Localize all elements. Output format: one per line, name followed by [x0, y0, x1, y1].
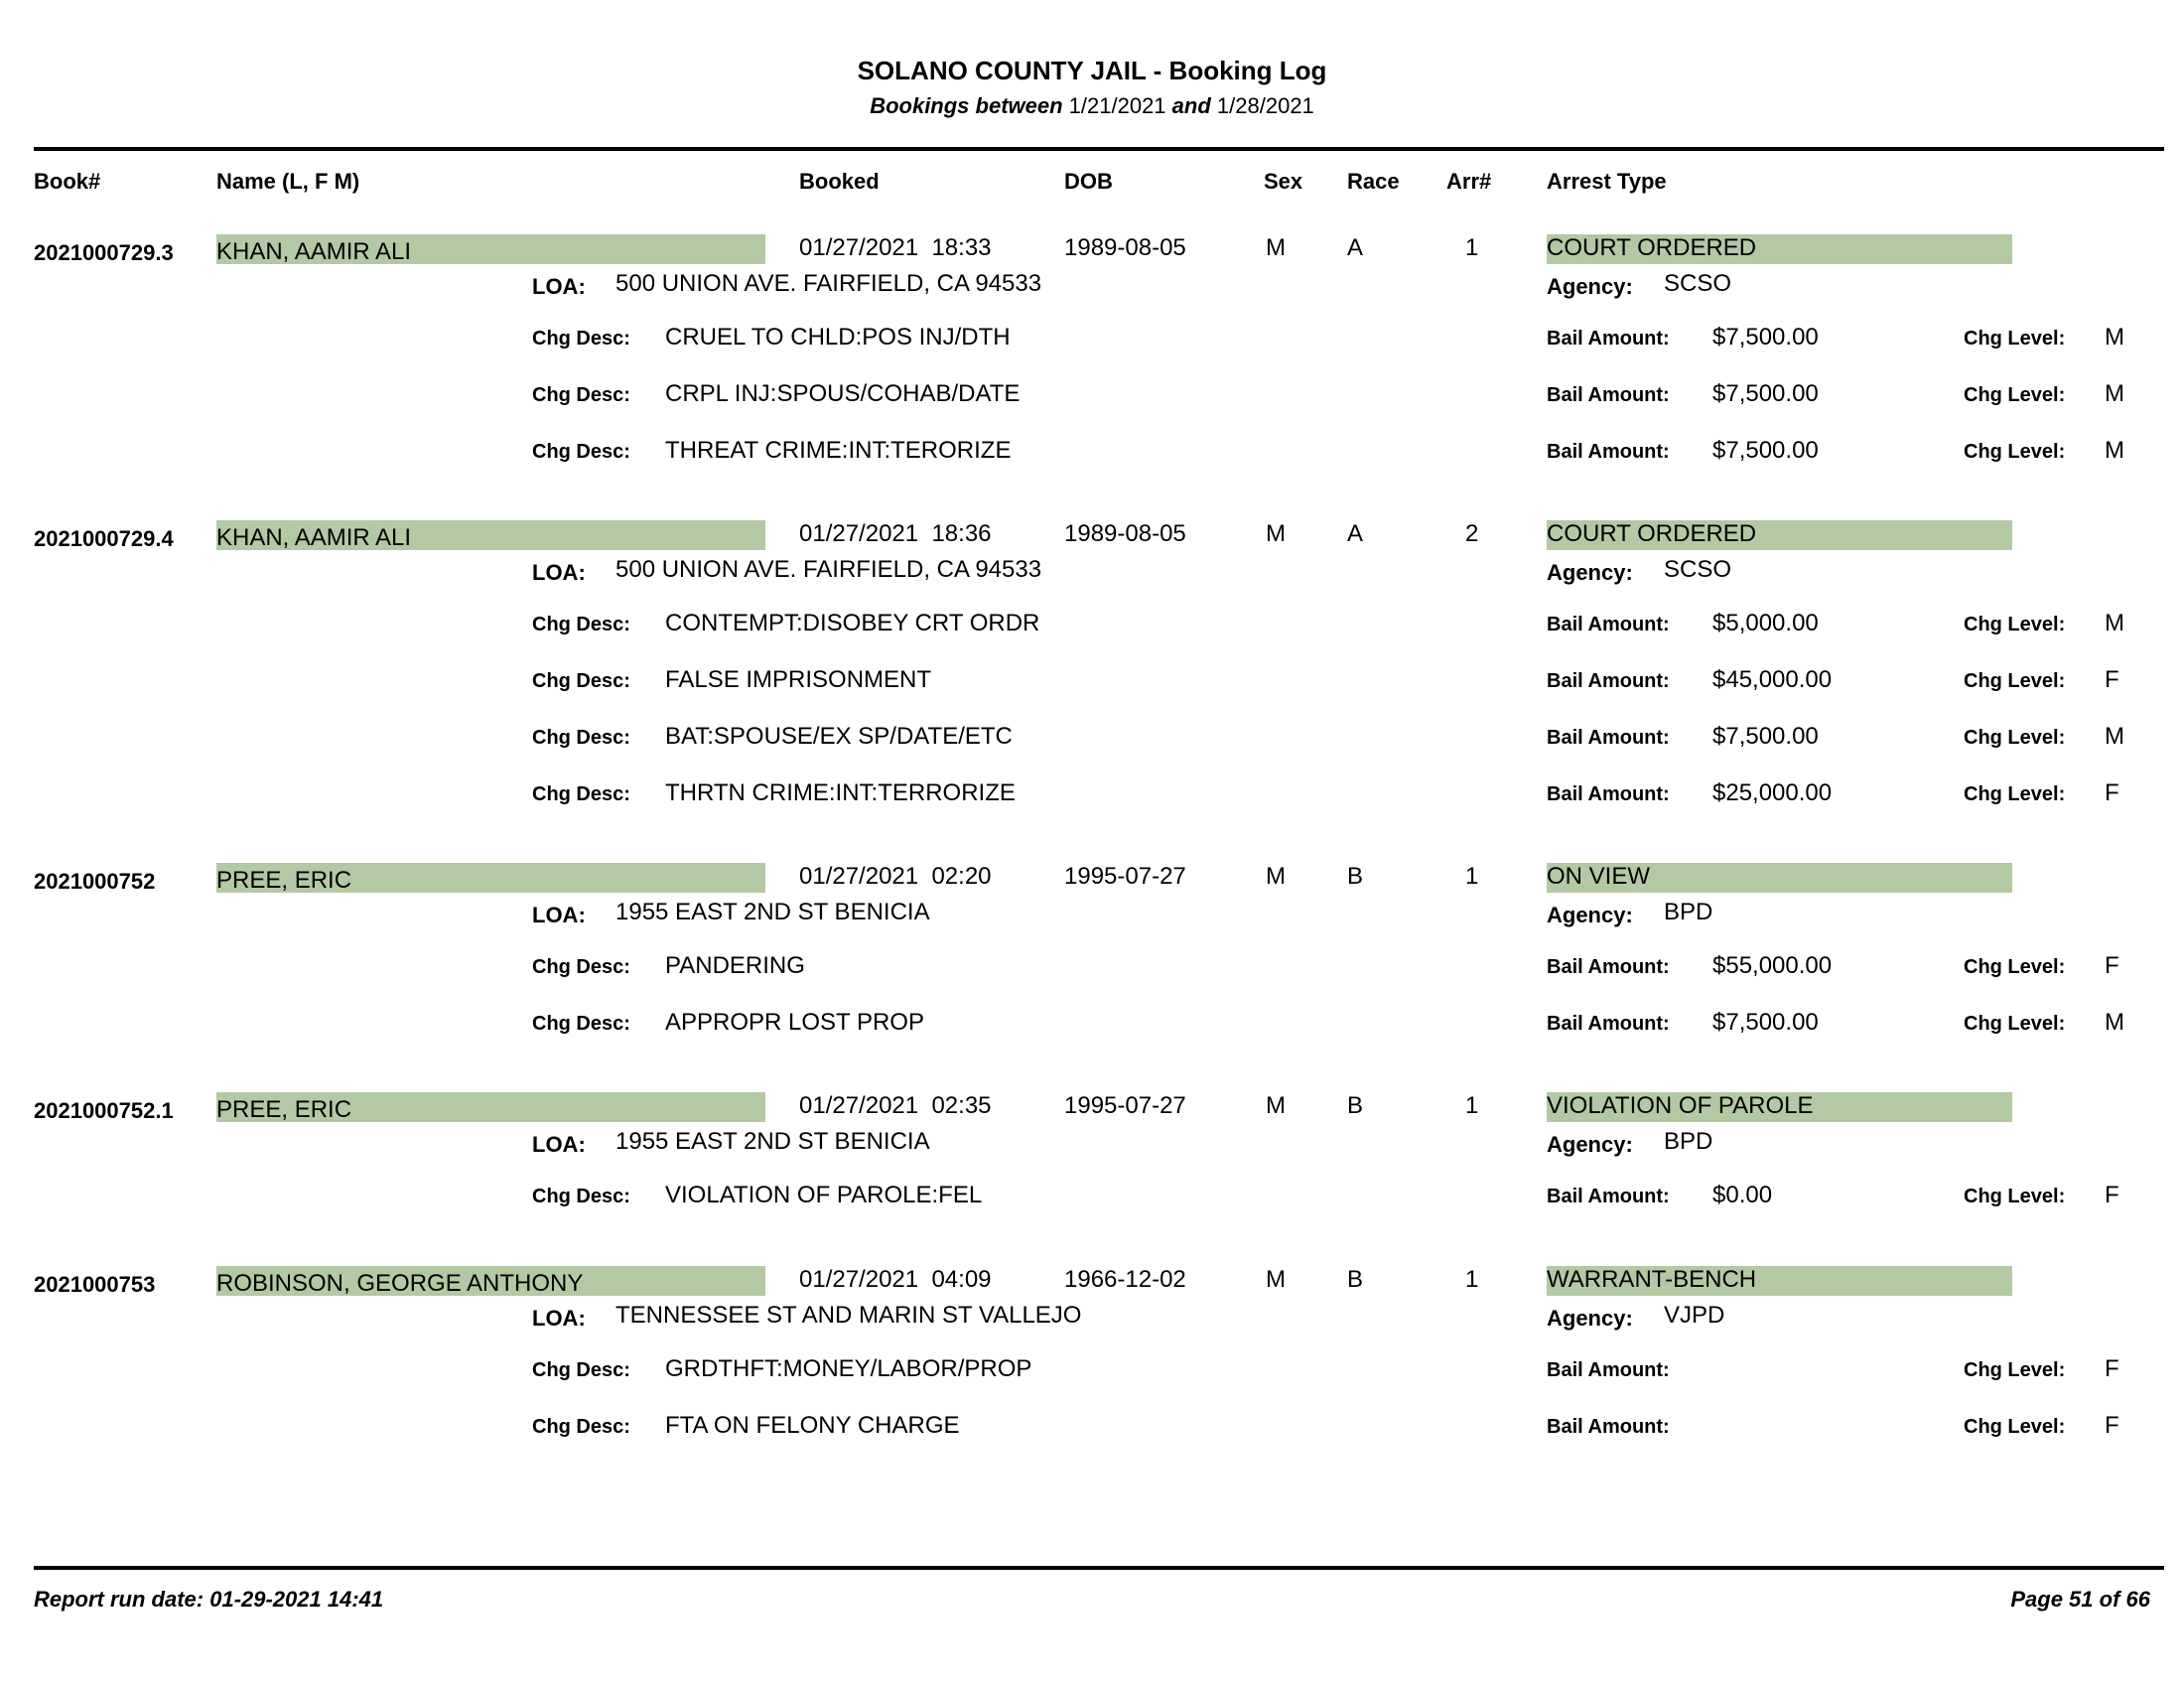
book-number: 2021000729.3	[34, 240, 174, 265]
chg-level-label: Chg Level:	[1964, 614, 2066, 635]
arrest-number: 1	[1465, 863, 1479, 890]
col-race: Race	[1347, 169, 1400, 194]
bail-amount-label: Bail Amount:	[1547, 614, 1670, 635]
agency-label: Agency:	[1547, 1306, 1633, 1331]
chg-desc-value: CRPL INJ:SPOUS/COHAB/DATE	[665, 380, 1021, 407]
chg-desc-value: FTA ON FELONY CHARGE	[665, 1412, 960, 1439]
chg-level-label: Chg Level:	[1964, 727, 2066, 749]
chg-level-label: Chg Level:	[1964, 1186, 2066, 1207]
header-rule	[34, 147, 2164, 151]
chg-level-value: M	[2105, 723, 2124, 750]
chg-desc-label: Chg Desc:	[532, 614, 630, 635]
sex: M	[1266, 1092, 1286, 1119]
chg-desc-label: Chg Desc:	[532, 1013, 630, 1035]
bail-amount-value: $7,500.00	[1712, 324, 1819, 351]
agency-value: VJPD	[1664, 1302, 1725, 1329]
agency-label: Agency:	[1547, 274, 1633, 299]
chg-desc-value: FALSE IMPRISONMENT	[665, 666, 932, 693]
bail-amount-label: Bail Amount:	[1547, 727, 1670, 749]
chg-level-value: M	[2105, 380, 2124, 407]
chg-level-label: Chg Level:	[1964, 956, 2066, 978]
inmate-name: PREE, ERIC	[216, 1096, 352, 1123]
agency-value: BPD	[1664, 899, 1713, 925]
col-arrest-type: Arrest Type	[1547, 169, 1667, 194]
arrest-type: COURT ORDERED	[1547, 520, 1757, 547]
bail-amount-value: $7,500.00	[1712, 437, 1819, 464]
footer-rule	[34, 1566, 2164, 1570]
race: B	[1347, 863, 1364, 890]
bail-amount-label: Bail Amount:	[1547, 384, 1670, 406]
inmate-name: ROBINSON, GEORGE ANTHONY	[216, 1270, 584, 1297]
chg-level-label: Chg Level:	[1964, 1416, 2066, 1438]
bail-amount-label: Bail Amount:	[1547, 783, 1670, 805]
end-date: 1/28/2021	[1216, 93, 1314, 118]
col-arr: Arr#	[1446, 169, 1492, 194]
subtitle-and: and	[1171, 93, 1211, 118]
loa-value: 500 UNION AVE. FAIRFIELD, CA 94533	[615, 556, 1042, 583]
page-number: Page 51 of 66	[2010, 1587, 2150, 1612]
chg-desc-label: Chg Desc:	[532, 1186, 630, 1207]
bail-amount-label: Bail Amount:	[1547, 441, 1670, 463]
chg-desc-value: BAT:SPOUSE/EX SP/DATE/ETC	[665, 723, 1013, 750]
col-book: Book#	[34, 169, 101, 194]
start-date: 1/21/2021	[1068, 93, 1166, 118]
bail-amount-value: $0.00	[1712, 1182, 1773, 1208]
chg-level-label: Chg Level:	[1964, 670, 2066, 692]
col-sex: Sex	[1264, 169, 1303, 194]
arrest-number: 1	[1465, 234, 1479, 261]
chg-desc-value: CRUEL TO CHLD:POS INJ/DTH	[665, 324, 1011, 351]
inmate-name: KHAN, AAMIR ALI	[216, 238, 412, 265]
col-booked: Booked	[799, 169, 880, 194]
chg-desc-value: GRDTHFT:MONEY/LABOR/PROP	[665, 1355, 1032, 1382]
booked-datetime: 01/27/2021 02:35	[799, 1092, 992, 1119]
bail-amount-value: $7,500.00	[1712, 1009, 1819, 1036]
agency-label: Agency:	[1547, 903, 1633, 927]
book-number: 2021000752	[34, 869, 156, 894]
inmate-name: PREE, ERIC	[216, 867, 352, 894]
chg-desc-value: APPROPR LOST PROP	[665, 1009, 924, 1036]
sex: M	[1266, 234, 1286, 261]
loa-label: LOA:	[532, 903, 586, 927]
chg-desc-value: VIOLATION OF PAROLE:FEL	[665, 1182, 983, 1208]
chg-desc-label: Chg Desc:	[532, 384, 630, 406]
loa-label: LOA:	[532, 560, 586, 585]
arrest-number: 1	[1465, 1092, 1479, 1119]
chg-level-value: M	[2105, 1009, 2124, 1036]
bail-amount-label: Bail Amount:	[1547, 670, 1670, 692]
agency-label: Agency:	[1547, 1132, 1633, 1157]
bail-amount-value: $45,000.00	[1712, 666, 1833, 693]
arrest-type: ON VIEW	[1547, 863, 1651, 890]
inmate-name: KHAN, AAMIR ALI	[216, 524, 412, 551]
chg-desc-value: CONTEMPT:DISOBEY CRT ORDR	[665, 610, 1040, 636]
book-number: 2021000729.4	[34, 526, 174, 551]
dob: 1989-08-05	[1064, 234, 1186, 261]
booked-datetime: 01/27/2021 18:33	[799, 234, 992, 261]
loa-value: 1955 EAST 2ND ST BENICIA	[615, 899, 930, 925]
bail-amount-value: $7,500.00	[1712, 723, 1819, 750]
bail-amount-label: Bail Amount:	[1547, 328, 1670, 350]
chg-level-value: F	[2105, 779, 2119, 806]
subtitle-prefix: Bookings between	[870, 93, 1063, 118]
chg-desc-label: Chg Desc:	[532, 727, 630, 749]
race: B	[1347, 1266, 1364, 1293]
chg-level-label: Chg Level:	[1964, 1013, 2066, 1035]
booked-datetime: 01/27/2021 04:09	[799, 1266, 992, 1293]
booked-datetime: 01/27/2021 18:36	[799, 520, 992, 547]
chg-desc-label: Chg Desc:	[532, 1416, 630, 1438]
report-run-date: Report run date: 01-29-2021 14:41	[34, 1587, 384, 1612]
loa-value: 1955 EAST 2ND ST BENICIA	[615, 1128, 930, 1155]
chg-level-label: Chg Level:	[1964, 1359, 2066, 1381]
loa-label: LOA:	[532, 274, 586, 299]
bail-amount-label: Bail Amount:	[1547, 1013, 1670, 1035]
report-title: SOLANO COUNTY JAIL - Booking Log	[857, 56, 1327, 85]
chg-desc-label: Chg Desc:	[532, 441, 630, 463]
race: A	[1347, 234, 1364, 261]
bail-amount-label: Bail Amount:	[1547, 956, 1670, 978]
agency-value: BPD	[1664, 1128, 1713, 1155]
chg-desc-value: THREAT CRIME:INT:TERORIZE	[665, 437, 1012, 464]
agency-value: SCSO	[1664, 556, 1732, 583]
chg-level-label: Chg Level:	[1964, 328, 2066, 350]
race: B	[1347, 1092, 1364, 1119]
arrest-type: VIOLATION OF PAROLE	[1547, 1092, 1814, 1119]
agency-value: SCSO	[1664, 270, 1732, 297]
chg-level-label: Chg Level:	[1964, 384, 2066, 406]
booked-datetime: 01/27/2021 02:20	[799, 863, 992, 890]
book-number: 2021000752.1	[34, 1098, 174, 1123]
arrest-number: 1	[1465, 1266, 1479, 1293]
loa-label: LOA:	[532, 1306, 586, 1331]
chg-level-value: F	[2105, 952, 2119, 979]
race: A	[1347, 520, 1364, 547]
chg-desc-label: Chg Desc:	[532, 956, 630, 978]
bail-amount-value: $55,000.00	[1712, 952, 1833, 979]
bail-amount-value: $7,500.00	[1712, 380, 1819, 407]
loa-value: TENNESSEE ST AND MARIN ST VALLEJO	[615, 1302, 1082, 1329]
sex: M	[1266, 1266, 1286, 1293]
loa-label: LOA:	[532, 1132, 586, 1157]
report-subtitle	[0, 93, 2184, 119]
chg-desc-value: PANDERING	[665, 952, 805, 979]
loa-value: 500 UNION AVE. FAIRFIELD, CA 94533	[615, 270, 1042, 297]
chg-level-label: Chg Level:	[1964, 783, 2066, 805]
sex: M	[1266, 520, 1286, 547]
col-name: Name (L, F M)	[216, 169, 360, 194]
book-number: 2021000753	[34, 1272, 156, 1297]
bail-amount-label: Bail Amount:	[1547, 1186, 1670, 1207]
chg-level-value: M	[2105, 324, 2124, 351]
bail-amount-label: Bail Amount:	[1547, 1416, 1670, 1438]
chg-level-value: F	[2105, 666, 2119, 693]
col-dob: DOB	[1064, 169, 1113, 194]
dob: 1995-07-27	[1064, 863, 1186, 890]
dob: 1995-07-27	[1064, 1092, 1186, 1119]
chg-desc-label: Chg Desc:	[532, 328, 630, 350]
chg-level-value: F	[2105, 1412, 2119, 1439]
agency-label: Agency:	[1547, 560, 1633, 585]
chg-level-label: Chg Level:	[1964, 441, 2066, 463]
chg-level-value: F	[2105, 1182, 2119, 1208]
arrest-type: COURT ORDERED	[1547, 234, 1757, 261]
chg-desc-value: THRTN CRIME:INT:TERRORIZE	[665, 779, 1016, 806]
chg-desc-label: Chg Desc:	[532, 670, 630, 692]
chg-desc-label: Chg Desc:	[532, 1359, 630, 1381]
chg-desc-label: Chg Desc:	[532, 783, 630, 805]
sex: M	[1266, 863, 1286, 890]
chg-level-value: M	[2105, 610, 2124, 636]
chg-level-value: F	[2105, 1355, 2119, 1382]
bail-amount-label: Bail Amount:	[1547, 1359, 1670, 1381]
chg-level-value: M	[2105, 437, 2124, 464]
bail-amount-value: $25,000.00	[1712, 779, 1833, 806]
arrest-type: WARRANT-BENCH	[1547, 1266, 1757, 1293]
bail-amount-value: $5,000.00	[1712, 610, 1819, 636]
arrest-number: 2	[1465, 520, 1479, 547]
dob: 1966-12-02	[1064, 1266, 1186, 1293]
dob: 1989-08-05	[1064, 520, 1186, 547]
